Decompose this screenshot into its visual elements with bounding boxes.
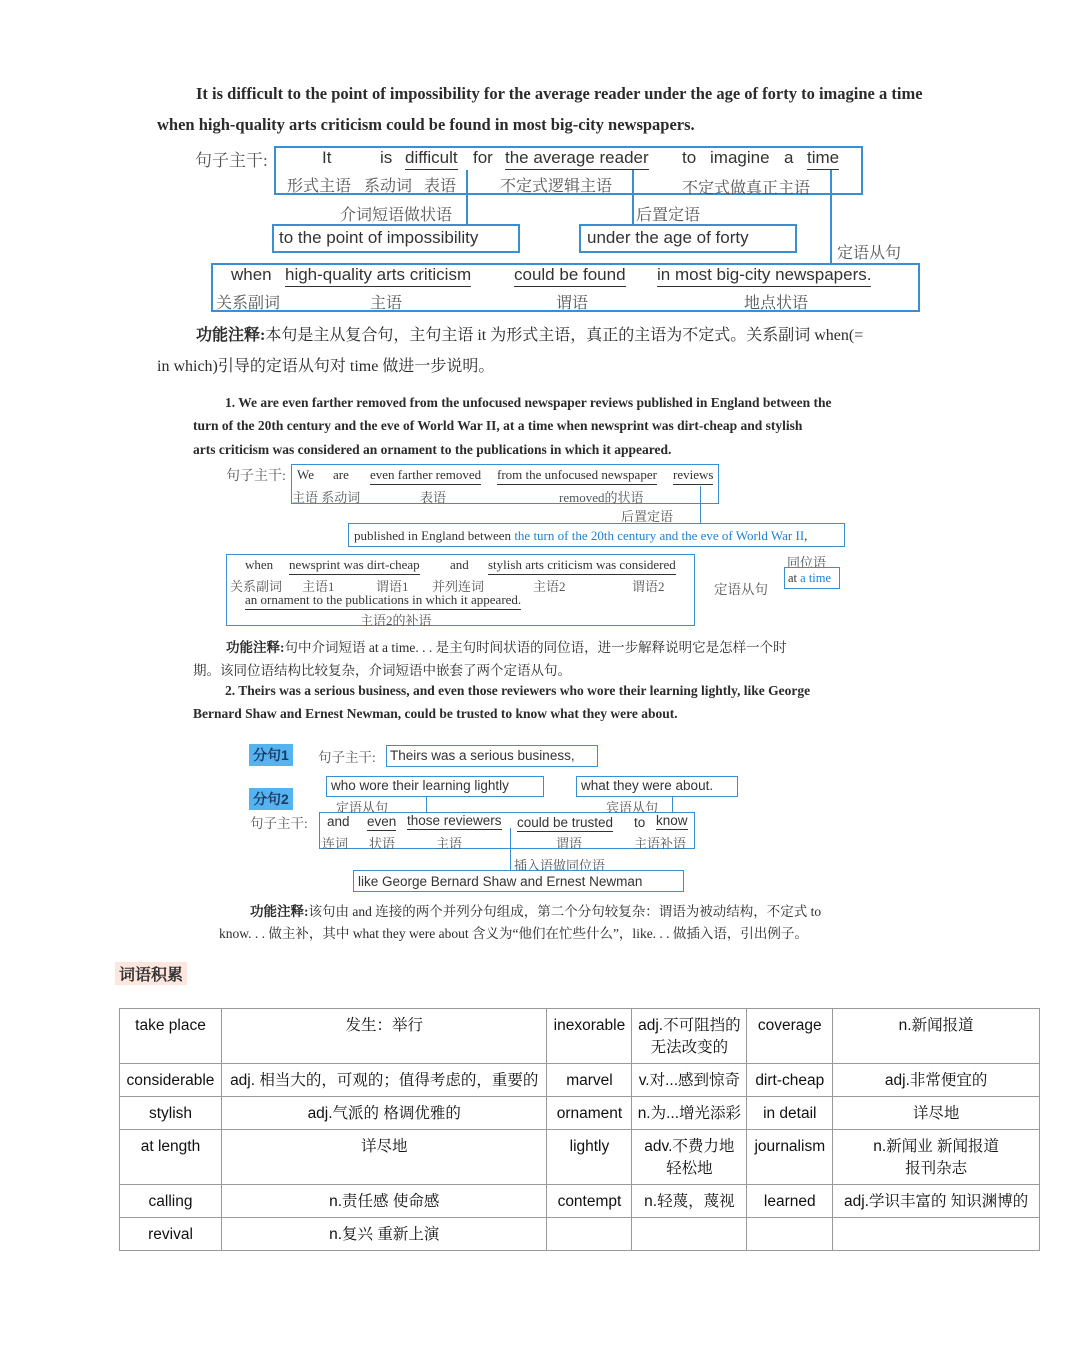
s2-gram-removed-adv: removed的状语 xyxy=(559,490,644,505)
s3-connector xyxy=(510,828,511,870)
s1-connector xyxy=(830,170,832,264)
s3-word-could: could be trusted xyxy=(517,815,614,830)
s1-gram-formal-subject: 形式主语 xyxy=(287,178,352,195)
s1-clause-when: when xyxy=(231,265,272,284)
s2-clause-and: and xyxy=(450,557,469,572)
s3-tag-clause2: 分句2 xyxy=(249,788,293,810)
s1-gram-subject: 主语 xyxy=(370,295,403,312)
s1-phrase-age: under the age of forty xyxy=(587,228,749,247)
s2-gram-predicate1: 谓语1 xyxy=(376,579,409,594)
vocab-word: journalism xyxy=(747,1130,833,1185)
vocab-table xyxy=(119,1008,1040,1251)
s2-gram-post-attr: 后置定语 xyxy=(621,509,674,524)
s1-gram-predicative: 表语 xyxy=(424,178,457,195)
s3-note-title: 功能注释: xyxy=(250,904,309,919)
s2-at-time-b: a time xyxy=(800,571,832,585)
vocab-table-body xyxy=(120,1009,1040,1251)
s3-what-clause: what they were about. xyxy=(581,778,714,793)
s2-published-a: published in England between xyxy=(354,528,515,543)
s1-word-is: is xyxy=(380,148,393,167)
vocab-word: at length xyxy=(120,1130,222,1185)
s2-trunk-label: 句子主干: xyxy=(226,469,286,484)
s1-gram-prep-adverbial: 介词短语做状语 xyxy=(340,207,453,224)
vocab-meaning: n.新闻业 新闻报道 报刊杂志 xyxy=(833,1130,1040,1185)
s1-word-imagine: imagine xyxy=(710,148,770,167)
s2-clause-stylish: stylish arts criticism was considered xyxy=(488,557,676,575)
s3-trunk-label1: 句子主干: xyxy=(318,750,376,765)
s3-connector xyxy=(672,797,673,813)
s1-connector xyxy=(466,170,468,224)
vocab-word: ornament xyxy=(547,1097,632,1130)
vocab-word xyxy=(547,1218,632,1251)
vocab-meaning: 发生：举行 xyxy=(221,1009,546,1064)
s3-note-text: 该句由 and 连接的两个并列分句组成，第二个分句较复杂：谓语为被动结构，不定式 to xyxy=(308,904,822,919)
s1-gram-predicate: 谓语 xyxy=(556,295,589,312)
vocab-word: contempt xyxy=(547,1185,632,1218)
s2-note-line1 xyxy=(226,636,787,656)
s3-note-line1 xyxy=(250,900,821,920)
s3-word-and: and xyxy=(327,814,350,829)
s3-who-clause: who wore their learning lightly xyxy=(331,778,509,793)
vocab-meaning: n.复兴 重新上演 xyxy=(221,1218,546,1251)
s2-gram-s2-complement: 主语2的补语 xyxy=(360,613,432,628)
s2-gram-predicate2: 谓语2 xyxy=(632,579,665,594)
s3-gram-adverbial: 状语 xyxy=(369,836,396,851)
s3-trunk-label2: 句子主干: xyxy=(250,816,308,831)
s1-gram-rel-adverb: 关系副词 xyxy=(216,295,281,312)
vocab-word: inexorable xyxy=(547,1009,632,1064)
s2-gram-conj: 并列连词 xyxy=(432,579,485,594)
s1-phrase-point: to the point of impossibility xyxy=(279,228,479,247)
s2-gram-subject2: 主语2 xyxy=(533,579,566,594)
s3-connector xyxy=(426,797,427,813)
s1-word-time: time xyxy=(807,148,839,170)
s3-gram-conj: 连词 xyxy=(322,836,349,851)
vocab-meaning: n.责任感 使命感 xyxy=(221,1185,546,1218)
s2-note-title: 功能注释: xyxy=(226,640,285,655)
s3-gram-subject: 主语 xyxy=(436,836,463,851)
s1-gram-post-attribute: 后置定语 xyxy=(636,207,701,224)
vocab-word: revival xyxy=(120,1218,222,1251)
vocab-word: coverage xyxy=(747,1009,833,1064)
vocab-word: take place xyxy=(120,1009,222,1064)
s2-word-from: from the unfocused newspaper xyxy=(497,467,657,485)
vocab-word: calling xyxy=(120,1185,222,1218)
s2-connector xyxy=(700,486,701,524)
vocab-row xyxy=(120,1130,1040,1185)
s1-note-title: 功能注释: xyxy=(196,327,266,344)
vocab-word: in detail xyxy=(747,1097,833,1130)
vocab-meaning: 详尽地 xyxy=(833,1097,1040,1130)
s1-gram-logic-subject: 不定式逻辑主语 xyxy=(500,178,613,195)
s2-sentence-line1: 1. We are even farther removed from the unfocused newspaper reviews published in England between the xyxy=(225,395,832,410)
s2-note-text: 句中介词短语 at a time. . . 是主句时间状语的同位语，进一步解释说明它是怎样一个时 xyxy=(284,640,787,655)
s1-clause-subject: high-quality arts criticism xyxy=(285,265,471,287)
s2-word-we: We xyxy=(297,467,314,482)
s2-word-reviews: reviews xyxy=(673,467,713,485)
vocab-meaning: n.为...增光添彩 xyxy=(632,1097,747,1130)
s1-word-a: a xyxy=(784,148,794,167)
s2-note-line2: 期。该同位语结构比较复杂，介词短语中嵌套了两个定语从句。 xyxy=(193,663,571,678)
s1-note-text: 本句是主从复合句，主句主语 it 为形式主语，真正的主语为不定式。关系副词 when(= xyxy=(265,327,864,344)
s2-at-time xyxy=(788,571,831,586)
vocab-word: lightly xyxy=(547,1130,632,1185)
s1-word-it: It xyxy=(322,148,332,167)
vocab-row xyxy=(120,1009,1040,1064)
s3-word-know: know xyxy=(656,813,688,828)
vocab-word: dirt-cheap xyxy=(747,1064,833,1097)
s2-word-removed: even farther removed xyxy=(370,467,481,485)
s2-gram-appositive: 同位语 xyxy=(787,555,827,570)
s3-gram-obj-clause: 宾语从句 xyxy=(606,800,659,815)
s2-published-b: the turn of the 20th century and the eve of World War II xyxy=(514,528,805,543)
s1-gram-attr-clause: 定语从句 xyxy=(837,245,902,262)
s3-note-line2: know. . . 做主补，其中 what they were about 含义为“他们在忙些什么”，like. . . 做插入语，引出例子。 xyxy=(219,926,808,941)
s1-note-line1 xyxy=(196,322,863,345)
vocab-meaning: adv.不费力地 轻松地 xyxy=(632,1130,747,1185)
s2-published-phrase: published in England between the turn of the 20th century and the eve of World War II, xyxy=(354,528,808,543)
vocab-heading: 词语积累 xyxy=(115,962,187,985)
vocab-meaning: adj.不可阻挡的 无法改变的 xyxy=(632,1009,747,1064)
s1-gram-place-adverbial: 地点状语 xyxy=(744,295,809,312)
s2-gram-rel-adverb: 关系副词 xyxy=(230,579,283,594)
vocab-word: marvel xyxy=(547,1064,632,1097)
s3-clause1-text: Theirs was a serious business xyxy=(390,748,571,763)
vocab-word xyxy=(747,1218,833,1251)
vocab-word: learned xyxy=(747,1185,833,1218)
vocab-meaning xyxy=(632,1218,747,1251)
s1-gram-real-subject: 不定式做真正主语 xyxy=(682,180,811,197)
s2-at-time-a: at xyxy=(788,571,801,585)
s2-sentence-line2: turn of the 20th century and the eve of World War II, at a time when newsprint was dirt-cheap and stylish xyxy=(193,418,803,433)
s1-word-average-reader: the average reader xyxy=(505,148,649,170)
s1-word-to: to xyxy=(682,148,697,167)
vocab-meaning: n.新闻报道 xyxy=(833,1009,1040,1064)
vocab-meaning: adj.学识丰富的 知识渊博的 xyxy=(833,1185,1040,1218)
s1-sentence-line1: It is difficult to the point of impossibility for the average reader under the age of forty to imagine a time xyxy=(196,84,923,103)
s1-clause-predicate: could be found xyxy=(514,265,626,287)
vocab-row xyxy=(120,1185,1040,1218)
s3-gram-predicate: 谓语 xyxy=(556,836,583,851)
vocab-row xyxy=(120,1064,1040,1097)
vocab-row xyxy=(120,1218,1040,1251)
s1-sentence-line2: when high-quality arts criticism could be found in most big-city newspapers. xyxy=(157,115,695,134)
s1-word-difficult: difficult xyxy=(405,148,458,170)
s3-word-even: even xyxy=(367,814,397,829)
s2-gram-predicative: 表语 xyxy=(420,490,447,505)
vocab-meaning: adj.非常便宜的 xyxy=(833,1064,1040,1097)
s3-tag-clause1: 分句1 xyxy=(249,744,293,766)
vocab-meaning xyxy=(833,1218,1040,1251)
vocab-meaning: 详尽地 xyxy=(221,1130,546,1185)
s3-gram-subj-complement: 主语补语 xyxy=(634,836,687,851)
s2-clause-ornament: an ornament to the publications in which it appeared. xyxy=(245,592,521,610)
vocab-meaning: v.对...感到惊奇 xyxy=(632,1064,747,1097)
s2-gram-attr-clause: 定语从句 xyxy=(714,582,768,597)
vocab-meaning: adj. 相当大的，可观的；值得考虑的，重要的 xyxy=(221,1064,546,1097)
s3-gram-attr-clause: 定语从句 xyxy=(336,800,389,815)
s1-note-line2: in which)引导的定语从句对 time 做进一步说明。 xyxy=(157,358,495,375)
vocab-word: considerable xyxy=(120,1064,222,1097)
s1-word-for: for xyxy=(473,148,493,167)
s3-clause1: Theirs was a serious business, xyxy=(390,748,575,763)
s2-clause-when: when xyxy=(245,557,274,572)
s2-clause-newsprint: newsprint was dirt-cheap xyxy=(289,557,420,575)
vocab-meaning: adj.气派的 格调优雅的 xyxy=(221,1097,546,1130)
s3-like-phrase: like George Bernard Shaw and Ernest Newman xyxy=(358,874,643,889)
s1-gram-linking-verb: 系动词 xyxy=(364,178,413,195)
s2-gram-subj-link: 主语 系动词 xyxy=(292,490,361,505)
vocab-row xyxy=(120,1097,1040,1130)
s1-clause-place: in most big-city newspapers. xyxy=(657,265,871,287)
s2-gram-subject1: 主语1 xyxy=(302,579,335,594)
vocab-word: stylish xyxy=(120,1097,222,1130)
s3-word-those-reviewers: those reviewers xyxy=(407,813,502,828)
s3-sentence-line1: 2. Theirs was a serious business, and even those reviewers who wore their learning lightly, like George xyxy=(225,683,811,698)
s3-word-to: to xyxy=(634,815,646,830)
s2-word-are: are xyxy=(333,467,349,482)
s2-sentence-line3: arts criticism was considered an ornament to the publications in which it appeared. xyxy=(193,442,672,457)
s1-trunk-label: 句子主干: xyxy=(195,151,268,170)
s3-sentence-line2: Bernard Shaw and Ernest Newman, could be trusted to know what they were about. xyxy=(193,706,678,721)
vocab-meaning: n.轻蔑，蔑视 xyxy=(632,1185,747,1218)
s1-connector xyxy=(632,170,634,224)
s3-gram-insert: 插入语做同位语 xyxy=(514,858,606,873)
